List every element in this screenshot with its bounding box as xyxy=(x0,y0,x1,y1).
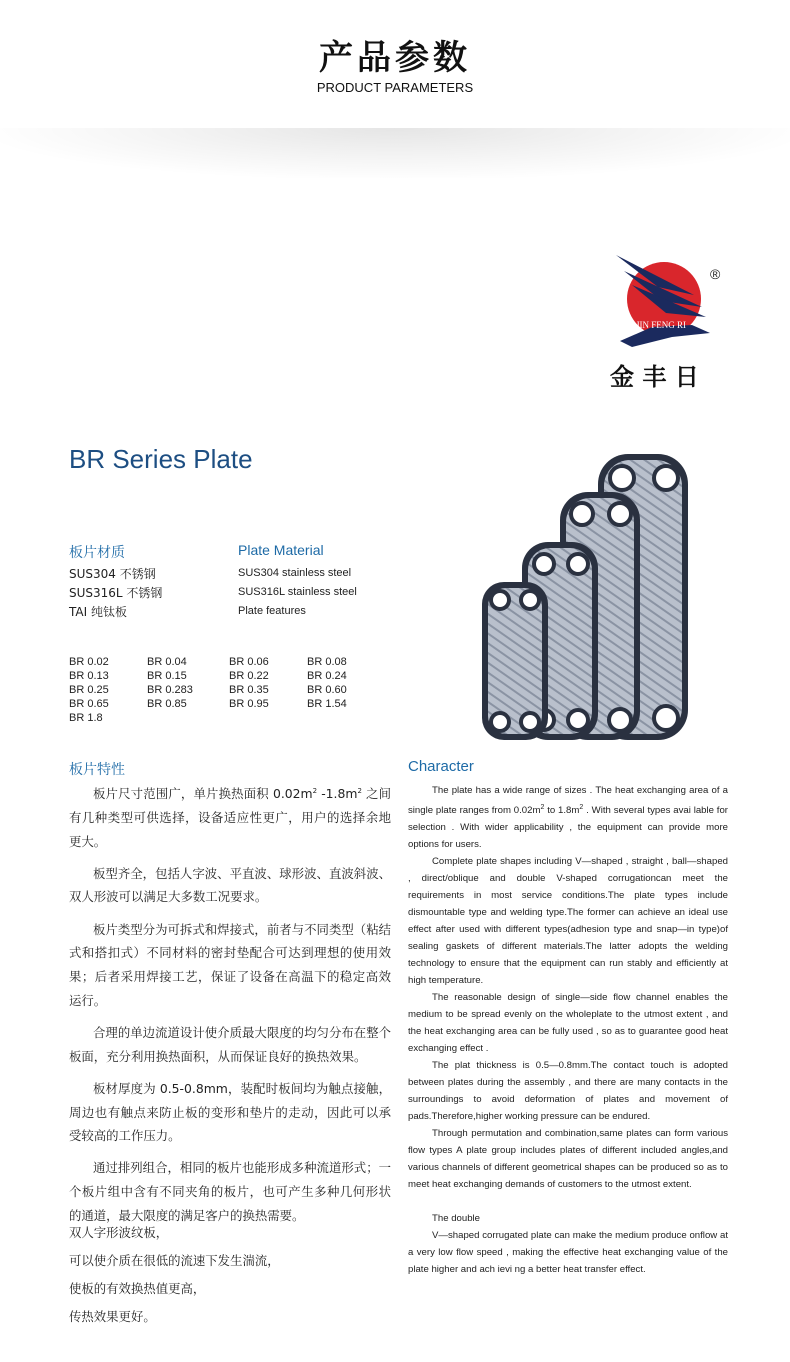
heat-exchanger-plates-icon xyxy=(470,450,700,750)
material-item: SUS316L stainless steel xyxy=(238,586,357,598)
logo-emblem-icon xyxy=(602,255,732,395)
material-list-cn xyxy=(69,565,162,622)
material-item: SUS304 不锈钢 xyxy=(69,567,156,581)
spec-cell: BR 0.65 xyxy=(69,698,109,710)
features-tail-cn xyxy=(69,1219,280,1331)
spec-cell: BR 0.60 xyxy=(307,684,347,696)
brand-logo xyxy=(602,255,732,395)
paragraph: 合理的单边流道设计使介质最大限度的均匀分布在整个板面，充分利用换热面积，从而保证良好的换热效果。 xyxy=(69,1024,391,1064)
logo-brand-en: JIN FENG RI xyxy=(636,320,687,330)
spec-cell: BR 0.04 xyxy=(147,656,187,668)
features-heading-en: Character xyxy=(408,758,474,775)
spec-cell: BR 0.13 xyxy=(69,670,109,682)
spec-cell: BR 0.25 xyxy=(69,684,109,696)
spec-cell: BR 1.54 xyxy=(307,698,347,710)
page-subtitle: PRODUCT PARAMETERS xyxy=(316,80,474,95)
paragraph: 板片尺寸范围广，单片换热面积 $0.02m^2$ $-1.8m^2$ 之间有几种类型可供选择，设备适应性更广，用户的选择余地更大。 xyxy=(69,786,391,849)
plates-image xyxy=(470,450,700,750)
tail-line: 双人字形波纹板， xyxy=(69,1225,169,1240)
material-heading-cn: 板片材质 xyxy=(69,545,125,561)
paragraph: Complete plate shapes including V—shaped , straight , ball—shaped , direct/oblique and double V-shaped corrugationcan meet the requirements in most service conditions.The plate types include dismountable type and welding type.The former can achieve an ideal use effect after used with different types(adhesion type and snap—in type)of sealing gaskets of different materials.The latter adopts the welding technology to ensure that the equipment can run stably and efficiently at high temperature. xyxy=(408,856,728,987)
material-item: SUS316L 不锈钢 xyxy=(69,586,163,600)
paragraph: V—shaped corrugated plate can make the medium produce onflow at a very low flow speed , making the effective heat exchanging value of the plate higher and ach ievi ng a better heat transfer effect. xyxy=(408,1230,728,1276)
paragraph: 板片类型分为可拆式和焊接式，前者与不同类型（粘结式和搭扣式）不同材料的密封垫配合可达到理想的使用效果；后者采用焊接工艺，保证了设备在高温下的稳定高效运行。 xyxy=(69,921,391,1008)
material-heading-en: Plate Material xyxy=(238,542,324,558)
spec-cell: BR 0.85 xyxy=(147,698,187,710)
features-heading-cn: 板片特性 xyxy=(69,762,125,778)
series-title: BR Series Plate xyxy=(69,444,253,474)
paragraph: The double xyxy=(432,1213,481,1225)
tail-line: 传热效果更好。 xyxy=(69,1309,156,1324)
page-title: 产品参数 xyxy=(319,38,471,78)
header-shadow-divider xyxy=(0,128,790,178)
paragraph: The plat thickness is 0.5—0.8mm.The contact touch is adopted between plates during the assembly , and there are many contacts in the surroundings to avoid deformation of plates and movement of pads.Therefore,higher working pressure can be endured. xyxy=(408,1060,728,1123)
logo-brand-cn: 金 丰 日 xyxy=(610,362,699,391)
material-list-en xyxy=(238,564,357,621)
spec-cell: BR 0.08 xyxy=(307,656,347,668)
spec-cell: BR 0.02 xyxy=(69,656,109,668)
tail-line: 可以使介质在很低的流速下发生湍流， xyxy=(69,1253,280,1268)
spec-cell: BR 0.22 xyxy=(229,670,269,682)
material-item: Plate features xyxy=(238,605,306,617)
paragraph: 通过排列组合，相同的板片也能形成多种流道形式；一个板片组中含有不同夹角的板片，也可产生多种几何形状的通道，最大限度的满足客户的换热需要。 xyxy=(69,1160,391,1223)
spec-cell: BR 0.15 xyxy=(147,670,187,682)
features-body-cn xyxy=(69,780,391,1236)
paragraph: 板材厚度为 0.5-0.8mm，装配时板间均为触点接触，周边也有触点来防止板的变形和垫片的走动，因此可以承受较高的工作压力。 xyxy=(69,1080,391,1144)
spec-cell: BR 0.06 xyxy=(229,656,269,668)
registered-mark-icon: ® xyxy=(710,266,721,282)
spec-cell: BR 0.95 xyxy=(229,698,269,710)
paragraph: The reasonable design of single—side flow channel enables the medium to be spread evenly on the wholeplate to the utmost extent , and the heat exchanging area can be fully used , so as to guarantee good heat exchanging effect . xyxy=(408,992,728,1055)
material-item: TAI 纯钛板 xyxy=(69,605,127,619)
spec-cell: BR 0.283 xyxy=(147,684,193,696)
spec-cell: BR 1.8 xyxy=(69,712,103,724)
tail-line: 使板的有效换热值更高， xyxy=(69,1281,206,1296)
paragraph: 板型齐全，包括人字波、平直波、球形波、直波斜波、双人形波可以满足大多数工况要求。 xyxy=(69,865,391,905)
paragraph: Through permutation and combination,same plates can form various flow types A plate group includes plates of different included angles,and various channels of different geometrical shapes can be produced so as to meet heat exchanging demands of customers to the utmost extent. xyxy=(408,1128,728,1191)
material-item: SUS304 stainless steel xyxy=(238,567,352,579)
paragraph: The plate has a wide range of sizes . The heat exchanging area of a single plate ranges from $0.02m^2$ to $1.8m^2$ . With several types avai lable for selection . With wider applicability , the equipment can provide more options for users. xyxy=(408,785,729,851)
features-body-en xyxy=(408,782,728,1278)
spec-cell: BR 0.35 xyxy=(229,684,269,696)
spec-cell: BR 0.24 xyxy=(307,670,347,682)
